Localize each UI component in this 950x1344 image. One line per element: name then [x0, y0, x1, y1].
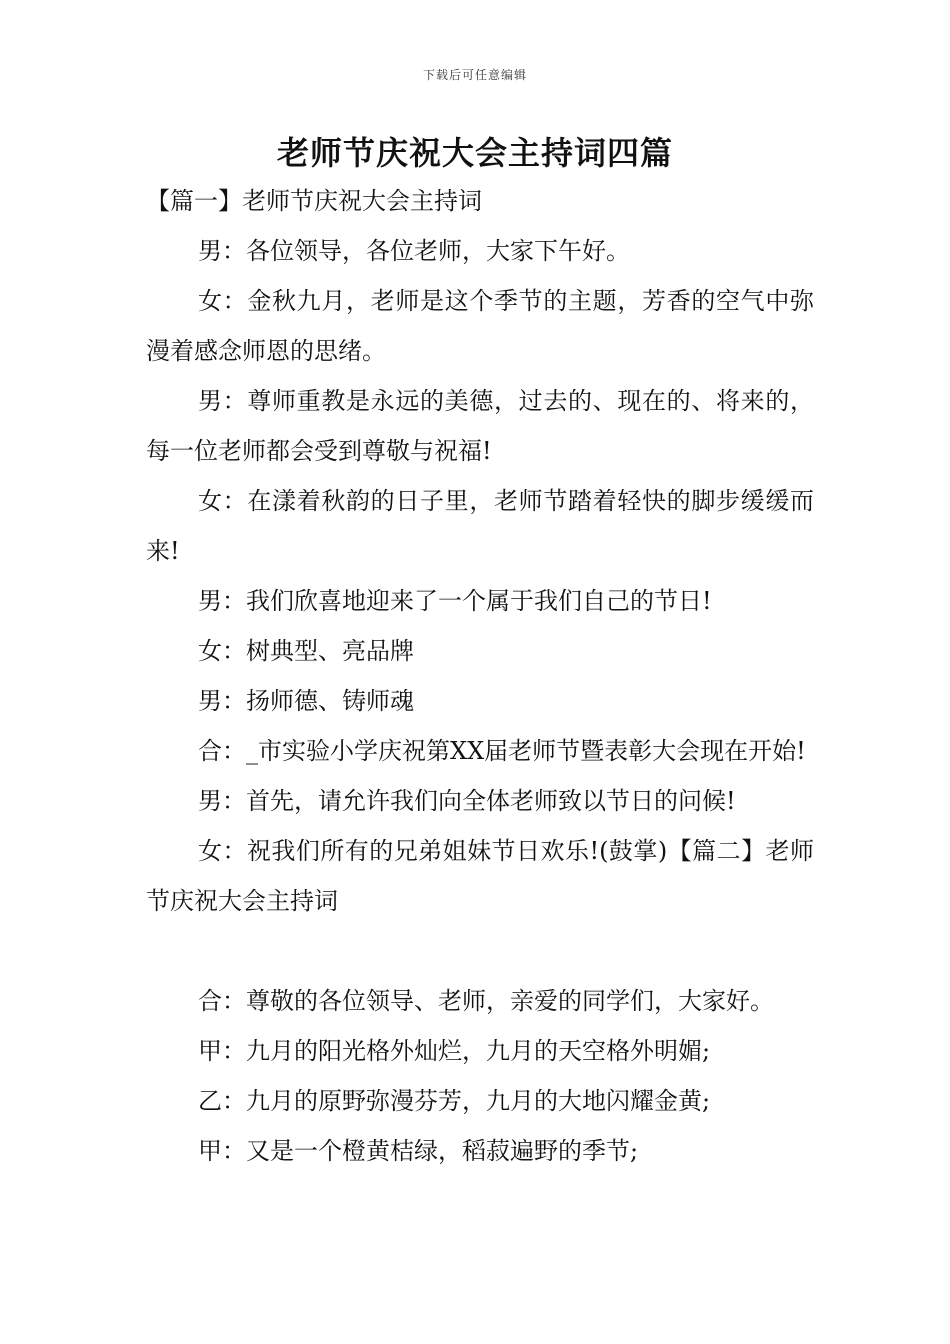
- paragraph: 男：我们欣喜地迎来了一个属于我们自己的节日!: [198, 587, 712, 615]
- paragraph: 女：金秋九月，老师是这个季节的主题，芳香的空气中弥漫着感念师恩的思绪。: [146, 287, 814, 365]
- paragraph: 合：尊敬的各位领导、老师，亲爱的同学们，大家好。: [198, 987, 774, 1015]
- paragraph: 乙：九月的原野弥漫芬芳，九月的大地闪耀金黄;: [198, 1087, 711, 1115]
- paragraph: 女：在漾着秋韵的日子里，老师节踏着轻快的脚步缓缓而来!: [146, 487, 814, 565]
- page-header-note: 下载后可任意编辑: [422, 68, 527, 82]
- document-body: [146, 226, 814, 1176]
- paragraph: 男：尊师重教是永远的美德，过去的、现在的、将来的，每一位老师都会受到尊敬与祝福!: [146, 387, 814, 465]
- paragraph: 甲：又是一个橙黄桔绿，稻菽遍野的季节;: [198, 1137, 639, 1165]
- paragraph: 男：首先，请允许我们向全体老师致以节日的问候!: [198, 787, 736, 815]
- document-title: 老师节庆祝大会主持词四篇: [276, 134, 673, 172]
- paragraph: 女：祝我们所有的兄弟姐妹节日欢乐!(鼓掌)【篇二】老师节庆祝大会主持词: [146, 837, 814, 915]
- paragraph: 合：_市实验小学庆祝第XX届老师节暨表彰大会现在开始!: [198, 737, 806, 765]
- paragraph: 男：各位领导，各位老师，大家下午好。: [198, 237, 630, 265]
- paragraph: 甲：九月的阳光格外灿烂，九月的天空格外明媚;: [198, 1037, 711, 1065]
- paragraph: 男：扬师德、铸师魂: [198, 687, 414, 715]
- paragraph: 女：树典型、亮品牌: [198, 637, 414, 665]
- section-heading: 【篇一】老师节庆祝大会主持词: [146, 187, 482, 215]
